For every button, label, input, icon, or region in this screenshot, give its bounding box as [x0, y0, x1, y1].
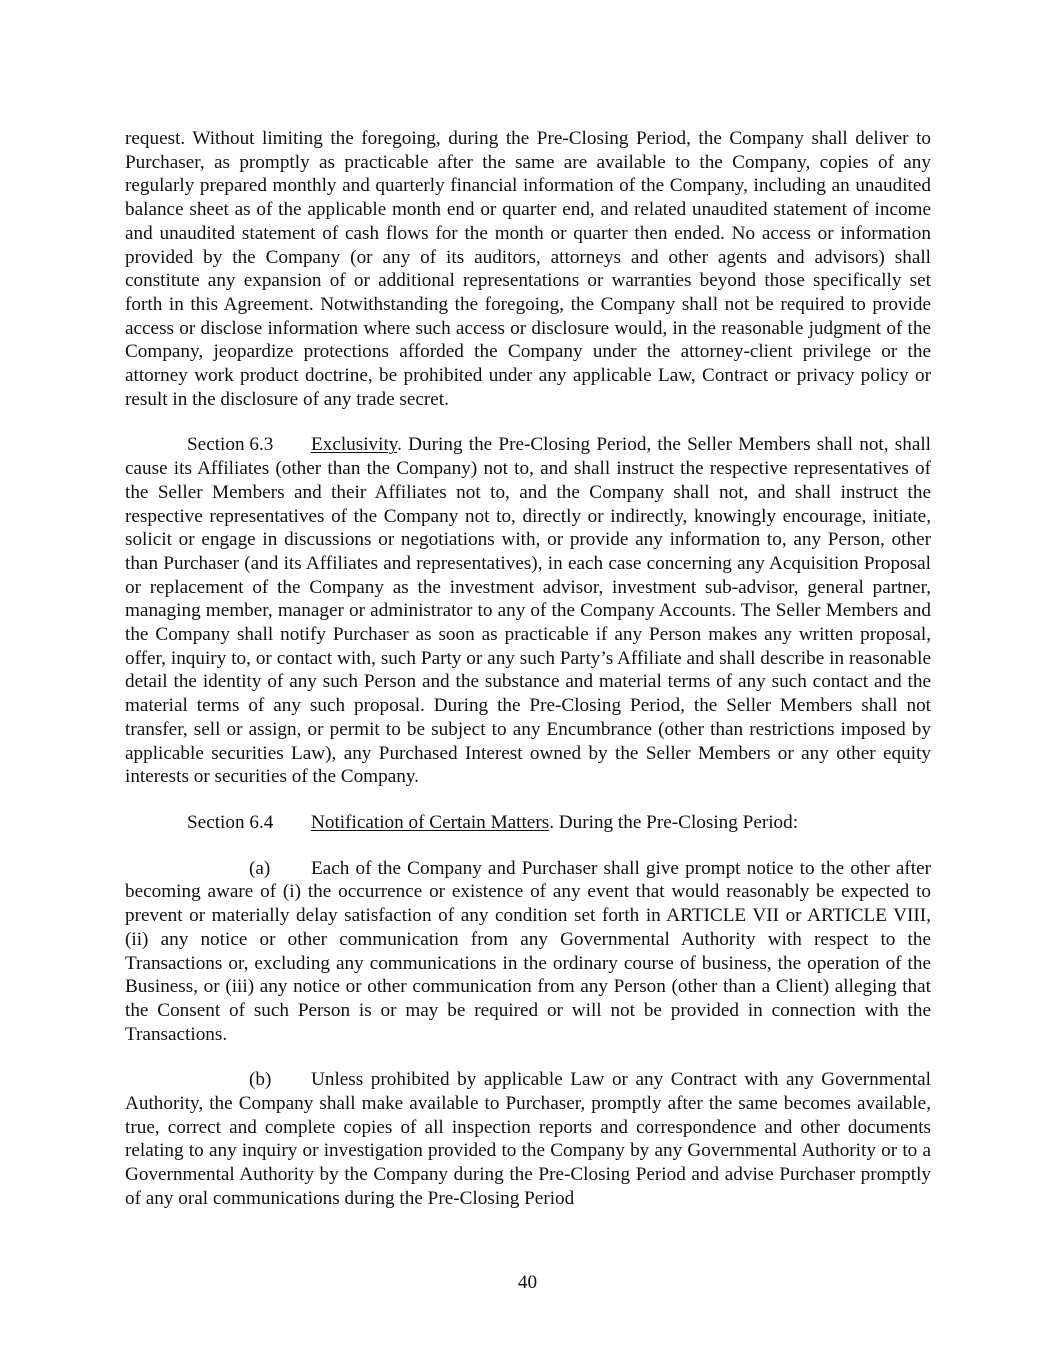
subsection-b-paragraph: [125, 1068, 931, 1210]
section-body: . During the Pre-Closing Period, the Seller Members shall not, shall cause its Affiliates (other than the Company) not to, and shall instruct the respective representatives of the Seller Members and their Affiliates not to, and the Company shall not, and shall instruct the respective representatives of the Company not to, directly or indirectly, knowingly encourage, initiate, solicit or engage in discussions or negotiations with, or provide any information to, any Person, other than Purchaser (and its Affiliates and representatives), in each case concerning any Acquisition Proposal or replacement of the Company as the investment advisor, investment sub-advisor, general partner, managing member, manager or administrator to any of the Company Accounts. The Seller Members and the Company shall notify Purchaser as soon as practicable if any Person makes any written proposal, offer, inquiry to, or contact with, such Party or any such Party’s Affiliate and shall describe in reasonable detail the identity of any such Person and the substance and material terms of any such contact and the material terms of any such proposal. During the Pre-Closing Period, the Seller Members shall not transfer, sell or assign, or permit to be subject to any Encumbrance (other than restrictions imposed by applicable securities Law), any Purchased Interest owned by the Seller Members or any other equity interests or securities of the Company.: [125, 434, 931, 788]
section-6-3-paragraph: [125, 433, 931, 789]
subsection-marker: (b): [249, 1069, 272, 1091]
section-heading: Exclusivity: [311, 434, 398, 456]
page-number: 40: [517, 1272, 538, 1293]
subsection-marker: (a): [249, 857, 271, 879]
section-number: Section 6.3: [187, 434, 274, 456]
subsection-a-paragraph: [125, 857, 931, 1047]
document-page: [125, 127, 931, 1233]
section-heading: Notification of Certain Matters: [311, 811, 550, 833]
subsection-body: Each of the Company and Purchaser shall give prompt notice to the other after becoming aware of (i) the occurrence or existence of any event that would reasonably be expected to prevent or materially delay satisfaction of any condition set forth in ARTICLE VII or ARTICLE VIII, (ii) any notice or other communication from any Governmental Authority with respect to the Transactions or, excluding any communications in the ordinary course of business, the operation of the Business, or (iii) any notice or other communication from any Person (other than a Client) alleging that the Consent of such Person is or may be required or will not be provided in connection with the Transactions.: [125, 857, 931, 1045]
continuation-paragraph: request. Without limiting the foregoing, during the Pre-Closing Period, the Company shall deliver to Purchaser, as promptly as practicable after the same are available to the Company, copies of any regularly prepared monthly and quarterly financial information of the Company, including an unaudited balance sheet as of the applicable month end or quarter end, and related unaudited statement of income and unaudited statement of cash flows for the month or quarter then ended. No access or information provided by the Company (or any of its auditors, attorneys and other agents and advisors) shall constitute any expansion of or additional representations or warranties beyond those specifically set forth in this Agreement. Notwithstanding the foregoing, the Company shall not be required to provide access or disclose information where such access or disclosure would, in the reasonable judgment of the Company, jeopardize protections afforded the Company under the attorney-client privilege or the attorney work product doctrine, be prohibited under any applicable Law, Contract or privacy policy or result in the disclosure of any trade secret.: [125, 128, 931, 410]
subsection-body: Unless prohibited by applicable Law or any Contract with any Governmental Authority, the Company shall make available to Purchaser, promptly after the same becomes available, true, correct and complete copies of all inspection reports and correspondence and other documents relating to any inquiry or investigation provided to the Company by any Governmental Authority or to a Governmental Authority by the Company during the Pre-Closing Period and advise Purchaser promptly of any oral communications during the Pre-Closing Period: [125, 1069, 931, 1209]
section-body: . During the Pre-Closing Period:: [549, 811, 799, 833]
section-6-4-paragraph: [125, 811, 931, 835]
section-number: Section 6.4: [187, 811, 274, 833]
